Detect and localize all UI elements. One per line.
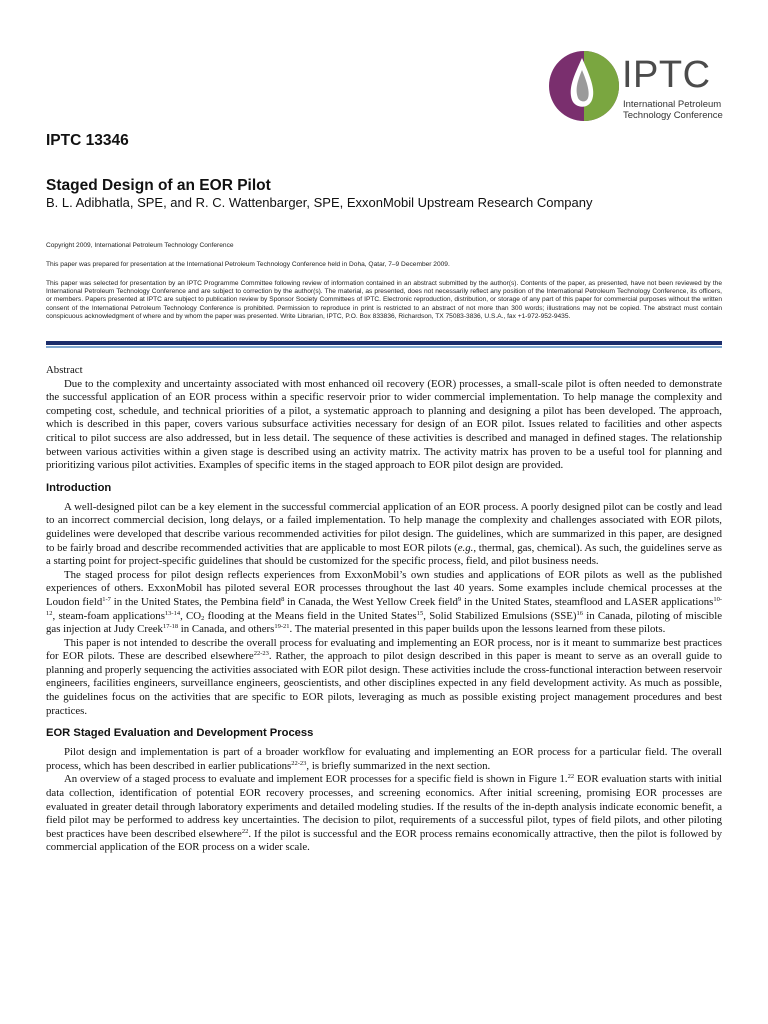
introduction-heading: Introduction xyxy=(46,481,112,494)
citation: 22-23 xyxy=(253,650,269,658)
citation: 17-18 xyxy=(162,623,179,631)
introduction-paragraph-1: A well-designed pilot can be a key element in the successful commercial application of an EOR process. A poorly designed pilot can be costly and lead to an incorrect commercial decision, long delays, or a failed implementation. To help manage the complexity and challenges associated with EOR pilots, guidelines were developed that describe various recommended activities for pilot design. The guidelines, which are summarized in this paper, are designed to be fairly broad and describe recommended activities that are applicable to most EOR pilots (e.g., thermal, gas, chemical). As such, the guidelines serve as a starting point for project-specific guidelines that should be customized for the specific process, field, and pilot business needs. xyxy=(46,500,722,568)
citation: 10-12 xyxy=(46,595,722,617)
abstract-heading: Abstract xyxy=(46,364,83,376)
iptc-logo xyxy=(548,50,738,122)
introduction-paragraph-3: This paper is not intended to describe the overall process for evaluating and implementing an EOR process, nor is it meant to summarize best practices for EOR pilots. These are described elsewhere$^{22-23}$. Rather, the approach to pilot design described in this paper is meant to serve as an overall guide to planning and properly sequencing the activities associated with EOR pilot design. These activities include the cross-functional interaction between reservoir engineers, facilities engineers, surveillance engineers, geoscientists, and other disciplines expected in any field development activity. As much as possible, the guidelines focus on the activities that are specific to EOR pilots, leveraging as much as possible existing project management procedures and best practices. xyxy=(46,636,723,717)
subscript: 2 xyxy=(201,614,205,622)
header-rule-dark xyxy=(46,341,722,345)
citation: 8 xyxy=(281,595,285,603)
iptc-logo-drop-icon xyxy=(548,50,620,122)
staged-paragraph-1: Pilot design and implementation is part of a broader workflow for evaluating and implementing an EOR process for a particular field. The overall process, which has been described in earlier publications$^{22-23}$, is briefly summarized in the next section. xyxy=(46,746,722,772)
logo-tagline-line2: Technology Conference xyxy=(623,110,723,121)
copyright-notice: Copyright 2009, International Petroleum Technology Conference xyxy=(46,242,234,249)
citation: 9 xyxy=(457,595,462,603)
paper-title: Staged Design of an EOR Pilot xyxy=(46,177,271,194)
citation: 22-23 xyxy=(291,759,307,767)
citation: 1-7 xyxy=(102,595,111,603)
introduction-paragraph-2: The staged process for pilot design reflects experiences from ExxonMobil’s own studies and applications of EOR pilots as well as the published experiences of others. ExxonMobil has piloted several EOR processes throughout the last 40 years. Some examples include chemical processes at the Loudon field$^{1-7}$ in the United States, the Pembina field$^8$ in Canada, the West Yellow Creek field$^9$ in the United States, steamflood and LASER applications$^{10-12}$, steam-foam applications$^{13-14}$, $CO_2$ flooding at the Means field in the United States$^{15}$, Solid Stabilized Emulsions (SSE)$^{16}$ in Canada, piloting of miscible gas injection at Judy Creek$^{17-18}$ in Canada, and others$^{19-21}$. The material presented in this paper builds upon the lessons learned from these pilots. xyxy=(46,568,722,636)
logo-tagline xyxy=(623,99,723,121)
paper-id: IPTC 13346 xyxy=(46,132,129,149)
prepared-notice: This paper was prepared for presentation at the International Petroleum Technology Conference held in Doha, Qatar, 7–9 December 2009. xyxy=(46,261,450,268)
staged-paragraph-2: An overview of a staged process to evaluate and implement EOR processes for a specific field is shown in Figure 1.22 EOR evaluation starts with initial data collection, identification of potential EOR recovery processes, and screening economics. After initial screening, promising EOR processes are evaluated in greater detail through laboratory experiments and detailed modeling studies. If the results of the in-depth analysis indicate economic benefit, a field pilot may be performed to address key uncertainties. The decision to pilot, requirements of a successful pilot, types of field pilots, and other piloting best practices have been described elsewhere$^{22}$. If the pilot is successful and the EOR process remains economically attractive, then the pilot is followed by commercial application of the EOR process on a wider scale. xyxy=(46,773,722,854)
logo-wordmark: IPTC xyxy=(622,54,711,96)
abstract-text: Due to the complexity and uncertainty associated with most enhanced oil recovery (EOR) processes, a small-scale pilot is often needed to demonstrate the successful application of an EOR process within a specific reservoir prior to wider commercial implementation. To help manage the complexity and competing cost, schedule, and technical priorities of a pilot, a systematic approach to planning and designing a pilot has been developed. The approach, which is described in this paper, covers various subsurface activities necessary for design of an EOR pilot. Issues related to facilities and other aspects critical to pilot success are also addressed, but in less detail. The sequence of these activities is described and managed in defined stages. The relationship between various activities within a given stage is described using an activity matrix. The activity matrix has proven to be a useful tool for planning and prioritizing various pilot activities. Examples of specific items in the staged approach to EOR pilot design are provided. xyxy=(46,377,722,472)
header-rule-light xyxy=(46,346,722,348)
selection-notice: This paper was selected for presentation by an IPTC Programme Committee following review of information contained in an abstract submitted by the author(s). Contents of the paper, as presented, have not been reviewed by the International Petroleum Technology Conference and are subject to correction by the author(s). The material, as presented, does not necessarily reflect any position of the International Petroleum Technology Conference, its officers, or members. Papers presented at IPTC are subject to publication review by Sponsor Society Committees of IPTC. Electronic reproduction, distribution, or storage of any part of this paper for commercial purposes without the written consent of the International Petroleum Technology Conference is prohibited. Permission to reproduce in print is restricted to an abstract of not more than 300 words; illustrations may not be copied. The abstract must contain conspicuous acknowledgment of where and by whom the paper was presented. Write Librarian, IPTC, P.O. Box 833836, Richardson, TX 75083-3836, U.S.A., fax +1-972-952-9435. xyxy=(46,280,722,320)
staged-process-heading: EOR Staged Evaluation and Development Process xyxy=(46,727,314,740)
paper-body xyxy=(46,364,722,855)
citation: 22 xyxy=(241,827,249,835)
logo-tagline-line1: International Petroleum xyxy=(623,99,722,110)
citation: 13-14 xyxy=(164,609,181,617)
paper-authors: B. L. Adibhatla, SPE, and R. C. Wattenbarger, SPE, ExxonMobil Upstream Research Company xyxy=(46,195,593,210)
citation: 22 xyxy=(567,773,575,781)
citation: 19-21 xyxy=(274,623,290,631)
citation: 16 xyxy=(576,609,583,617)
citation: 15 xyxy=(416,609,424,617)
